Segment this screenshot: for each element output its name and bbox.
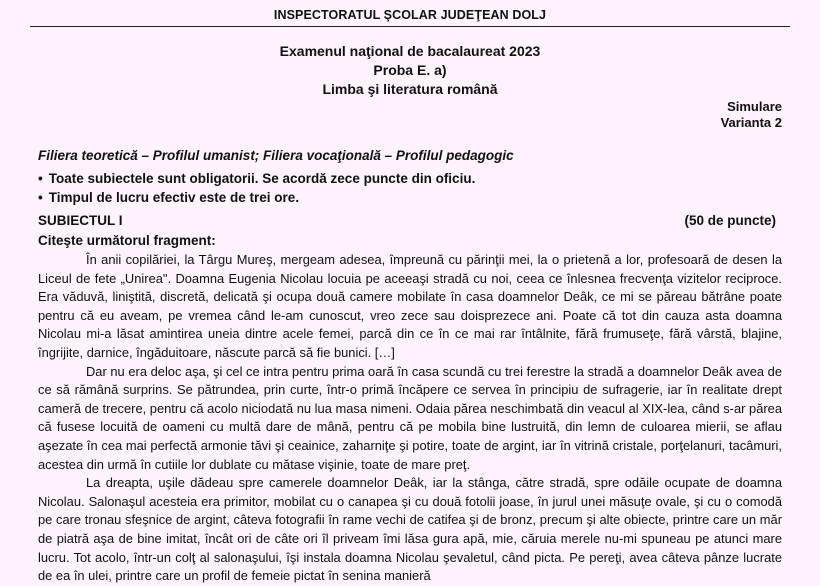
text-fragment — [38, 251, 782, 586]
instructions-list — [38, 169, 475, 207]
filiera-line: Filiera teoretică – Profilul umanist; Filiera vocaţională – Profilul pedagogic — [38, 148, 514, 163]
fragment-paragraph: Dar nu era deloc aşa, şi cel ce intra pentru prima oară în casa scundă cu trei ferestre la stradă a doamnelor Deâk avea de ce să rămână surprins. Se pătrundea, prin curte, într-o primă încăpere ce servea în principiu de sufragerie, iar în realitate drept cameră de trecere, pentru că acolo niciodată nu lua masa nimeni. Odaia părea neschimbată din veacul al XIX-lea, când s-ar părea că fusese locuită de oameni cu multă dare de mână, pentru că pe mobila bine lustruită, din lemn de culoarea mierii, se aflau aşezate în cea mai perfectă armonie tăvi şi ceainice, zaharniţe şi potire, toate de argint, iar în vitrină cristale, porţelanuri, tacâmuri, acestea din urmă în cutiile lor dublate cu mătase vişinie, toate de mare preţ. — [38, 363, 782, 472]
exam-subject: Limba şi literatura română — [322, 81, 498, 97]
section-heading — [38, 213, 776, 228]
exam-proba: Proba E. a) — [373, 62, 447, 78]
variant-name: Varianta 2 — [720, 115, 782, 130]
variant-info — [721, 99, 782, 131]
institution-header: INSPECTORATUL ŞCOLAR JUDEŢEAN DOLJ — [30, 8, 790, 27]
exam-title: Examenul naţional de bacalaureat 2023 — [279, 43, 541, 59]
section-name: SUBIECTUL I — [38, 213, 123, 228]
exam-titles — [0, 42, 820, 99]
instruction-item: • Toate subiectele sunt obligatorii. Se acordă zece puncte din oficiu. — [38, 169, 475, 188]
instruction-item: • Timpul de lucru efectiv este de trei ore. — [38, 188, 475, 207]
reading-prompt: Citeşte următorul fragment: — [38, 233, 216, 248]
fragment-paragraph: La dreapta, uşile dădeau spre camerele doamnelor Deâk, iar la stânga, către stradă, spre odăile ocupate de doamna Nicolau. Salonaşul acesteia era primitor, mobilat cu o canapea şi cu două fotolii joase, în jurul unei măsuţe ovale, şi cu o comodă pe care tronau sfeşnice de argint, câteva fotografii în rame vechi de catifea şi de bronz, precum şi alte obiecte, printre care un măr de piatră aşa de bine imitat, încât ori de câte ori îl priveam îmi lăsa gura apă, mie, căruia merele nu-mi spuneau pe atunci mare lucru. Tot acolo, într-un colţ al salonaşului, îşi instala doamna Nicolau şevaletul, când picta. Pe pereţi, avea câteva pânze lucrate de ea în ulei, printre care un profil de femeie pictat în senina manieră — [38, 475, 782, 584]
fragment-paragraph: În anii copilăriei, la Târgu Mureş, mergeam adesea, împreună cu părinţii mei, la o prietenă a lor, profesoară de desen la Liceul de fete „Unirea". Doamna Eugenia Nicolau locuia pe aceeaşi stradă cu noi, ceea ce înlesnea frecvenţa vizitelor reciproce. Era văduvă, liniştită, discretă, delicată şi ocupa două camere mobilate în casa doamnelor Deâk, ce mi se păreau bătrâne poate pentru că eu aveam, pe vremea când le-am cunoscut, vreo zece sau doisprezece ani. Poate că tot din cauza asta doamna Nicolau mi-a lăsat amintirea uneia dintre acele femei, parcă din ce în ce mai rar întâlnite, fără frumuseţe, fără vârstă, blajine, îngrijite, darnice, îngăduitoare, născute parcă să fie bunici. […] — [38, 252, 782, 360]
variant-type: Simulare — [727, 99, 782, 114]
section-points: (50 de puncte) — [684, 213, 776, 228]
